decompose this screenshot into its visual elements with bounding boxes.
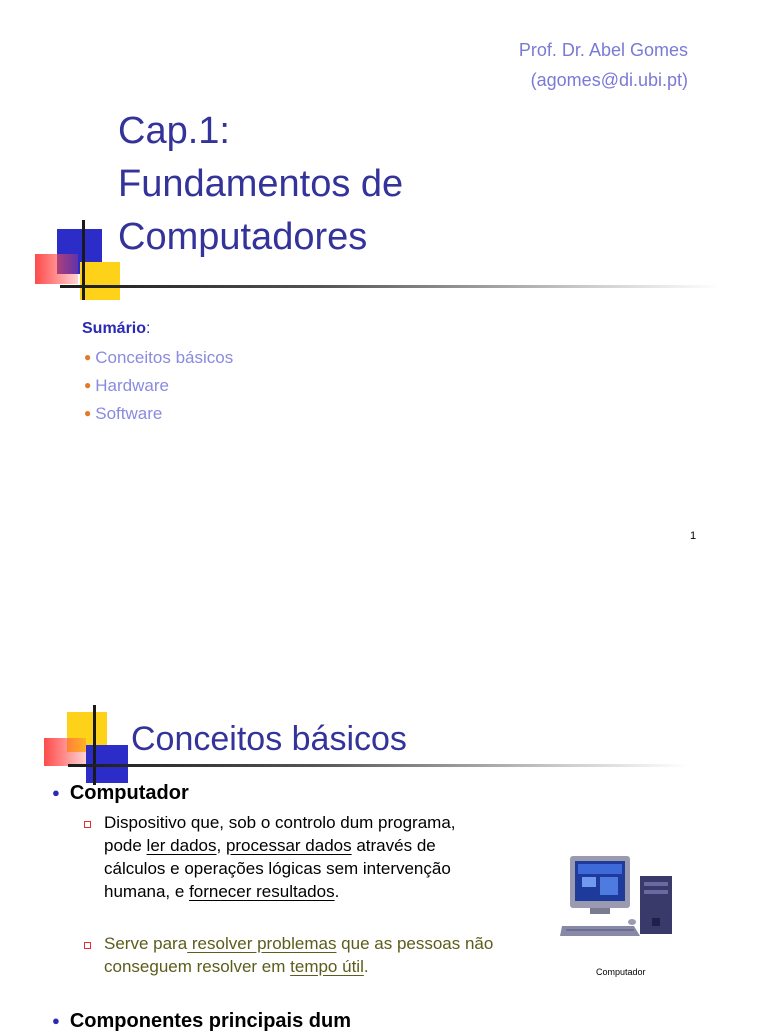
definition-paragraph: Dispositivo que, sob o controlo dum programa, pode ler dados, processar dados através de cálculos e operações lógicas sem intervenção humana, e fornecer resultados. [104,813,456,901]
summary-heading: Sumário: [82,320,151,337]
round-bullet-icon: ● [84,378,92,392]
bullet-componentes: ● Componentes principais dum [52,1010,352,1032]
summary-item: ● Software [84,404,163,423]
computer-illustration [560,852,676,942]
slide-title: Conceitos básicos [131,720,407,758]
title-line-2: Fundamentos de [118,163,404,205]
title-line-3: Computadores [118,216,368,258]
round-bullet-icon: ● [52,785,60,800]
author-name: Prof. Dr. Abel Gomes [518,40,688,60]
summary-item: ● Hardware [84,376,169,395]
author-email: (agomes@di.ubi.pt) [530,70,688,90]
purpose-paragraph: Serve para resolver problemas que as pessoas não conseguem resolver em tempo útil. [104,934,494,976]
image-caption: Computador [596,967,646,977]
title-rule [68,764,688,767]
round-bullet-icon: ● [52,1013,60,1028]
page-number: 1 [690,530,697,542]
title-line-1: Cap.1: [118,110,230,152]
square-bullet-icon [84,942,91,949]
bullet-computador: ● Computador [52,782,189,804]
title-rule [60,285,720,288]
round-bullet-icon: ● [84,406,92,420]
round-bullet-icon: ● [84,350,92,364]
summary-item: ● Conceitos básicos [84,348,234,367]
square-bullet-icon [84,821,91,828]
